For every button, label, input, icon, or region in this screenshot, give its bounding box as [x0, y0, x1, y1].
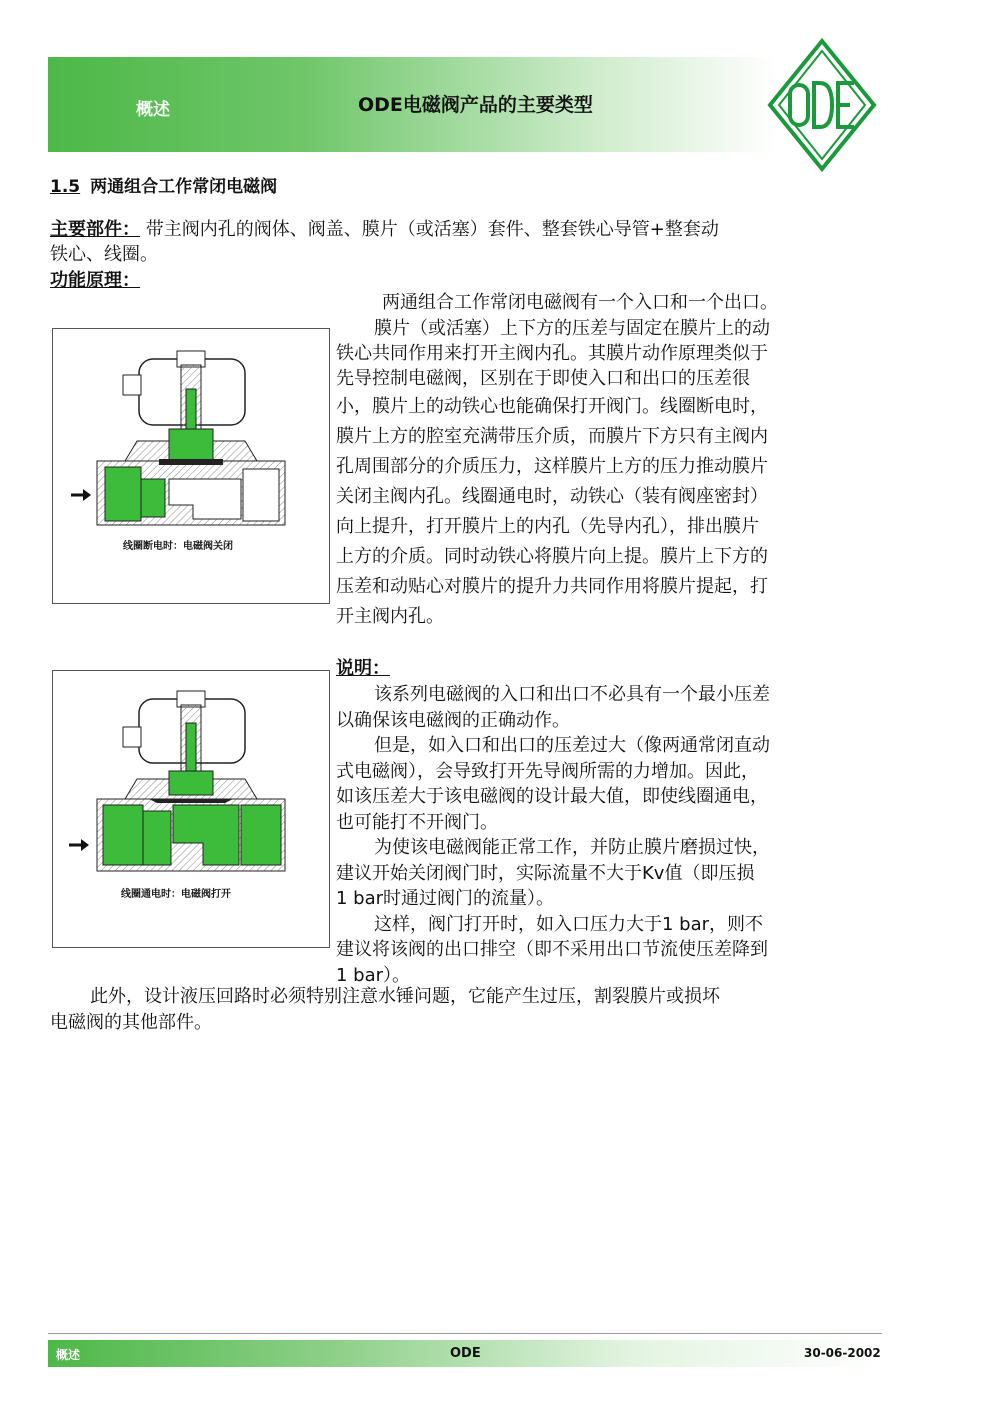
- valve-figure-open: [52, 670, 330, 948]
- text-line: 向上提升，打开膜片上的内孔（先导内孔），排出膜片: [336, 516, 759, 537]
- function-principle-text: [336, 290, 778, 632]
- text-line: 小，膜片上的动铁心也能确保打开阀门。线圈断电时，: [336, 396, 768, 417]
- main-parts-line-1: [50, 219, 719, 241]
- text-line: 建议将该阀的出口排空（即不采用出口节流使压差降到: [336, 939, 768, 960]
- text-line: 该系列电磁阀的入口和出口不必具有一个最小压差: [374, 684, 770, 705]
- header-title: ODE电磁阀产品的主要类型: [358, 94, 593, 116]
- closing-line-1: 此外，设计液压回路时必须特别注意水锤问题，它能产生过压，割裂膜片或损坏: [90, 986, 720, 1007]
- text-line: 压差和动贴心对膜片的提升力共同作用将膜片提起，打: [336, 576, 768, 597]
- ode-logo: [766, 37, 878, 173]
- text-line: 先导控制电磁阀，区别在于即使入口和出口的压差很: [336, 368, 750, 389]
- function-principle-label: 功能原理：: [50, 270, 140, 291]
- text-line: 1 bar）。: [336, 964, 411, 986]
- header-section-label: 概述: [136, 100, 170, 120]
- figure-caption: 线圈通电时：电磁阀打开: [121, 889, 231, 900]
- text-line: 这样，阀门打开时，如入口压力大于1 bar，则不: [374, 913, 764, 935]
- text-line: 式电磁阀），会导致打开先导阀所需的力增加。因此，: [336, 760, 759, 782]
- text-line: 膜片（或活塞）上下方的压差与固定在膜片上的动: [374, 318, 770, 339]
- text-line: 膜片上方的腔室充满带压介质，而膜片下方只有主阀内: [336, 426, 768, 447]
- text-line: 上方的介质。同时动铁心将膜片向上提。膜片上下方的: [336, 546, 768, 567]
- main-parts-text-1: 带主阀内孔的阀体、阀盖、膜片（或活塞）套件、整套铁心导管+整套动: [145, 219, 719, 240]
- footer-brand: ODE: [450, 1346, 481, 1361]
- valve-figure-closed: [52, 328, 330, 604]
- notes-label: 说明：: [336, 658, 390, 679]
- text-line: 建议开始关闭阀门时，实际流量不大于Kv值（即压损: [336, 862, 755, 884]
- text-line: 也可能打不开阀门。: [336, 811, 498, 833]
- figure-caption: 线圈断电时：电磁阀关闭: [123, 541, 233, 552]
- closing-line-2: 电磁阀的其他部件。: [50, 1012, 212, 1033]
- footer-date: 30-06-2002: [804, 1346, 881, 1360]
- text-line: 铁心共同作用来打开主阀内孔。其膜片动作原理类似于: [336, 343, 768, 364]
- valve-closed-drawing: [53, 329, 329, 603]
- text-line: 但是，如入口和出口的压差过大（像两通常闭直动: [374, 735, 770, 756]
- main-parts-line-2: 铁心、线圈。: [50, 244, 158, 265]
- text-line: 以确保该电磁阀的正确动作。: [336, 709, 570, 731]
- text-line: 两通组合工作常闭电磁阀有一个入口和一个出口。: [382, 292, 778, 313]
- section-number: 1.5: [50, 177, 81, 197]
- section-title: [50, 172, 277, 197]
- text-line: 开主阀内孔。: [336, 606, 444, 627]
- text-line: 如该压差大于该电磁阀的设计最大值，即使线圈通电，: [336, 786, 768, 807]
- text-line: 孔周围部分的介质压力，这样膜片上方的压力推动膜片: [336, 456, 768, 477]
- section-title-text: 两通组合工作常闭电磁阀: [90, 177, 278, 197]
- footer-divider: [48, 1333, 882, 1334]
- valve-open-drawing: [53, 671, 329, 947]
- text-line: 关闭主阀内孔。线圈通电时，动铁心（装有阀座密封）: [336, 486, 768, 507]
- text-line: 为使该电磁阀能正常工作，并防止膜片磨损过快，: [374, 837, 770, 858]
- main-parts-label: 主要部件：: [50, 219, 140, 240]
- footer-section-label: 概述: [56, 1348, 81, 1362]
- notes-text: [336, 682, 770, 988]
- text-line: 1 bar时通过阀门的流量）。: [336, 888, 555, 909]
